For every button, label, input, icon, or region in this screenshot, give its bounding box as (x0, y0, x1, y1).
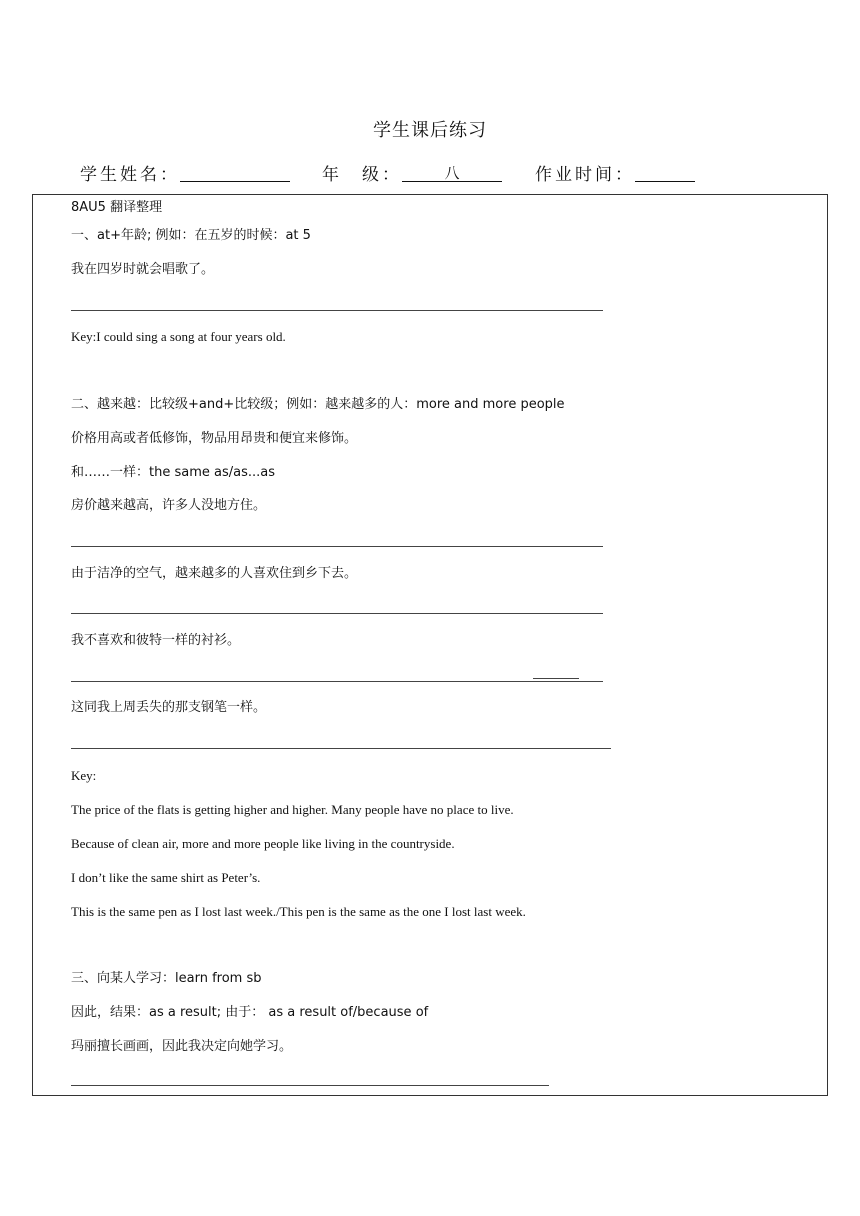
answer-line-2[interactable] (71, 546, 603, 547)
page-title: 学生课后练习 (373, 120, 487, 141)
section2-question-3: 我不喜欢和彼特一样的衬衫。 (71, 633, 241, 648)
answer-line-5[interactable] (71, 748, 611, 749)
unit-heading: 8AU5 翻译整理 (71, 200, 163, 215)
answer-line-6[interactable] (71, 1085, 549, 1086)
section2-question-2: 由于洁净的空气，越来越多的人喜欢住到乡下去。 (71, 566, 358, 581)
time-blank[interactable] (635, 181, 695, 182)
answer-line-3[interactable] (71, 613, 603, 614)
section2-rule: 二、越来越：比较级+and+比较级；例如：越来越多的人：more and more people (71, 397, 565, 412)
section3-as-a-result: 因此，结果：as a result; 由于： as a result of/because of (71, 1005, 429, 1020)
section2-note: 价格用高或者低修饰，物品用昂贵和便宜来修饰。 (71, 431, 358, 446)
time-label: 作业时间： (535, 165, 635, 185)
section2-answer-3: I don’t like the same shirt as Peter’s. (71, 870, 261, 885)
grade-blank[interactable] (402, 164, 502, 182)
section1-question-1: 我在四岁时就会唱歌了。 (71, 262, 215, 277)
section2-key: Key: (71, 768, 97, 783)
exercise-box (32, 194, 828, 1096)
grade-value: 八 (444, 164, 460, 182)
name-label: 学生姓名： (80, 165, 180, 185)
section1-rule: 一、at+年龄; 例如：在五岁的时候：at 5 (71, 228, 311, 243)
section2-question-4: 这同我上周丢失的那支钢笔一样。 (71, 700, 267, 715)
section3-rule: 三、向某人学习：learn from sb (71, 971, 262, 986)
section2-answer-4: This is the same pen as I lost last week./This pen is the same as the one I lost last week. (71, 904, 526, 919)
section2-answer-1: The price of the flats is getting higher and higher. Many people have no place to live. (71, 802, 514, 817)
student-info-row (80, 160, 780, 186)
section3-question-1: 玛丽擅长画画，因此我决定向她学习。 (71, 1039, 293, 1054)
answer-line-4[interactable] (71, 681, 603, 682)
section2-question-1: 房价越来越高，许多人没地方住。 (71, 498, 267, 513)
section2-answer-2: Because of clean air, more and more people like living in the countryside. (71, 836, 455, 851)
grade-label: 年 级： (322, 165, 402, 185)
answer-line-1[interactable] (71, 310, 603, 311)
line-fragment (533, 678, 579, 679)
name-blank[interactable] (180, 181, 290, 182)
section2-same-as: 和……一样：the same as/as...as (71, 465, 275, 480)
section1-key: Key:I could sing a song at four years old. (71, 329, 286, 344)
